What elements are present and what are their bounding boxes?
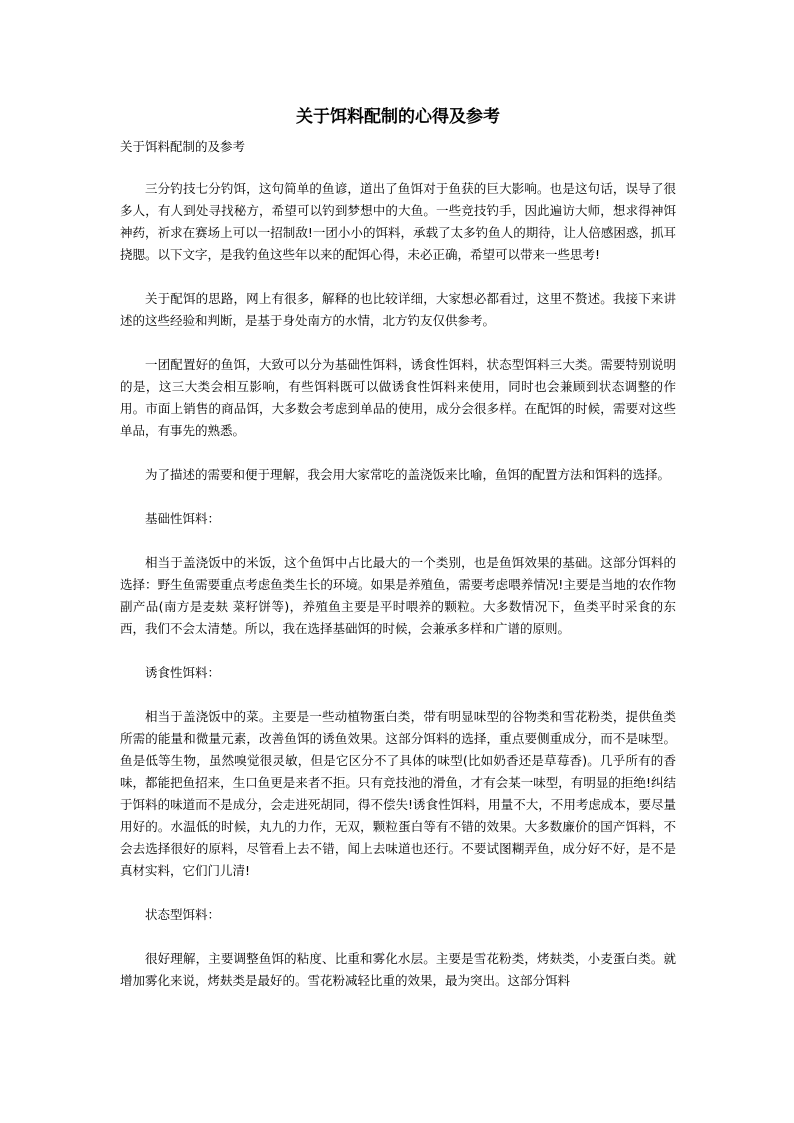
document-subtitle: 关于饵料配制的及参考 — [120, 139, 246, 154]
document-title: 关于饵料配制的心得及参考 — [296, 107, 500, 127]
paragraph-analogy: 为了描述的需要和便于理解，我会用大家常吃的盖浇饭来比喻，鱼饵的配置方法和饵料的选择。 — [145, 467, 671, 482]
paragraph-approach: 关于配饵的思路，网上有很多，解释的也比较详细，大家想必都看过，这里不赘述。我接下来讲述的这些经验和判断，是基于身处南方的水情，北方钓友仅供参考。 — [120, 291, 676, 328]
section-heading-base-bait: 基础性饵料： — [145, 511, 221, 526]
paragraph-base-bait: 相当于盖浇饭中的米饭，这个鱼饵中占比最大的一个类别，也是鱼饵效果的基础。这部分饵料的选择：野生鱼需要重点考虑鱼类生长的环境。如果是养殖鱼，需要考虑喂养情况!主要是当地的农作物副产品(南方是麦麸 菜籽饼等)，养殖鱼主要是平时喂养的颗粒。大多数情况下，鱼类平时采食的东西，我们不会太清楚。所以，我在选择基础饵的时候，会兼承多样和广谱的原则。 — [120, 555, 676, 636]
paragraph-intro: 三分钓技七分钓饵，这句简单的鱼谚，道出了鱼饵对于鱼获的巨大影响。也是这句话，误导了很多人，有人到处寻找秘方，希望可以钓到梦想中的大鱼。一些竞技钓手，因此遍访大师，想求得神饵神药，祈求在赛场上可以一招制敌!一团小小的饵料，承载了太多钓鱼人的期待，让人倍感困惑，抓耳挠腮。以下文字，是我钓鱼这些年以来的配饵心得，未必正确，希望可以带来一些思考! — [120, 181, 676, 262]
paragraph-categories: 一团配置好的鱼饵，大致可以分为基础性饵料，诱食性饵料，状态型饵料三大类。需要特别说明的是，这三大类会相互影响，有些饵料既可以做诱食性饵料来使用，同时也会兼顾到状态调整的作用。市面上销售的商品饵，大多数会考虑到单品的使用，成分会很多样。在配饵的时候，需要对这些单品，有事先的熟悉。 — [120, 357, 676, 438]
paragraph-attractant-bait: 相当于盖浇饭中的菜。主要是一些动植物蛋白类，带有明显味型的谷物类和雪花粉类，提供鱼类所需的能量和微量元素，改善鱼饵的诱鱼效果。这部分饵料的选择，重点要侧重成分，而不是味型。鱼是低等生物，虽然嗅觉很灵敏，但是它区分不了具体的味型(比如奶香还是草莓香)。几乎所有的香味，都能把鱼招来，生口鱼更是来者不拒。只有竞技池的滑鱼，才有会某一味型，有明显的拒绝!纠结于饵料的味道而不是成分，会走进死胡同，得不偿失!诱食性饵料，用量不大，不用考虑成本，要尽量用好的。水温低的时候，丸九的力作，无双，颗粒蛋白等有不错的效果。大多数廉价的国产饵料，不会去选择很好的原料，尽管看上去不错，闻上去味道也还行。不要试图糊弄鱼，成分好不好，是不是真材实料，它们门儿清! — [120, 709, 676, 878]
paragraph-state-bait: 很好理解，主要调整鱼饵的粘度、比重和雾化水层。主要是雪花粉类，烤麸类，小麦蛋白类。就增加雾化来说，烤麸类是最好的。雪花粉减轻比重的效果，最为突出。这部分饵料 — [120, 951, 676, 988]
document-page — [120, 100, 676, 992]
section-heading-attractant-bait: 诱食性饵料： — [145, 665, 221, 680]
section-heading-state-bait: 状态型饵料： — [145, 907, 221, 922]
